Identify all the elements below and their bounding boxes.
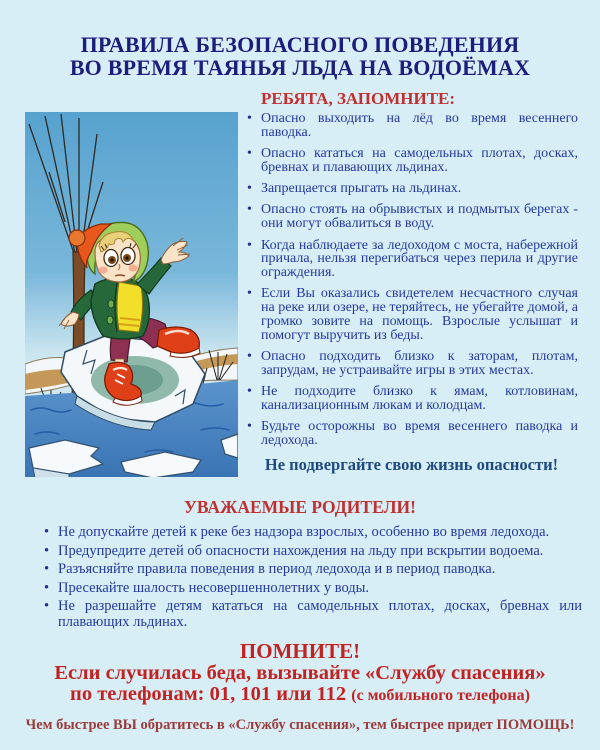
remember-heading: ПОМНИТЕ! — [239, 639, 361, 663]
no-risk-warning: Не подвергайте свою жизнь опасности! — [264, 455, 559, 475]
parents-rules-list — [42, 525, 582, 630]
emergency-call-line: Если случилась беда, вызывайте «Службу спасения» — [54, 662, 546, 684]
poster-title-line2: ВО ВРЕМЯ ТАЯНЬЯ ЛЬДА НА ВОДОЁМАХ — [69, 55, 531, 80]
list-item: • Опасно кататься на самодельных плотах, досках, бревнах и плавающих льдинах. — [261, 147, 578, 175]
cap-pompom — [69, 230, 85, 246]
list-item: • Запрещается прыгать на льдинах. — [261, 182, 578, 196]
list-item: • Предупредите детей об опасности нахождения на льду при вскрытии водоема. — [58, 544, 582, 560]
list-item: • Если Вы оказались свидетелем несчастного случая на реке или озере, не теряйтесь, не убегайте домой, а громко зовите на помощь. Взрослые услышат и помогут выручить из беды. — [261, 287, 578, 342]
list-item: • Не допускайте детей к реке без надзора взрослых, особенно во время ледохода. — [58, 525, 582, 541]
jacket-button-1 — [108, 300, 114, 308]
content-row — [0, 89, 600, 481]
list-item: • Опасно стоять на обрывистых и подмытых берегах - они могут обвалиться в воду. — [261, 203, 578, 231]
phone-numbers-line — [0, 684, 600, 706]
list-item: • Пресекайте шалость несовершеннолетних у воды. — [58, 581, 582, 597]
list-item: • Опасно подходить близко к заторам, плотам, запрудам, не устраивайте игры в этих местах. — [261, 350, 578, 378]
list-item: • Не разрешайте детям кататься на самодельных плотах, досках, бревнах или плавающих льдинах. — [58, 599, 582, 630]
jacket-button-2 — [107, 316, 113, 324]
list-item: • Когда наблюдаете за ледоходом с моста, набережной причала, нельзя перегибаться через перила и другие ограждения. — [261, 239, 578, 280]
children-rules-list — [245, 112, 578, 448]
list-item: • Будьте осторожны во время весеннего паводка и ледохода. — [261, 420, 578, 448]
mobile-note: (с мобильного телефона) — [351, 687, 530, 704]
list-item: • Разъясняйте правила поведения в период ледохода и в период паводка. — [58, 562, 582, 578]
list-item: • Не подходите близко к ямам, котловинам, канализационным люкам и колодцам. — [261, 385, 578, 413]
list-item: • Опасно выходить на лёд во время весеннего паводка. — [261, 112, 578, 140]
parents-heading: УВАЖАЕМЫЕ РОДИТЕЛИ! — [184, 497, 416, 517]
footer-message: Чем быстрее ВЫ обратитесь в «Службу спасения», тем быстрее придет ПОМОЩЬ! — [25, 717, 575, 733]
cheek-left — [99, 267, 108, 274]
children-section — [245, 89, 578, 475]
phone-numbers: по телефонам: 01, 101 или 112 — [70, 683, 352, 705]
illustration-svg — [25, 112, 238, 477]
children-heading: РЕБЯТА, ЗАПОМНИТЕ: — [261, 89, 456, 108]
cheek-right — [129, 265, 138, 272]
remember-section — [0, 640, 600, 706]
poster-title-line1: ПРАВИЛА БЕЗОПАСНОГО ПОВЕДЕНИЯ — [80, 32, 520, 57]
child-on-ice-illustration — [25, 112, 238, 477]
poster-title — [0, 0, 600, 79]
